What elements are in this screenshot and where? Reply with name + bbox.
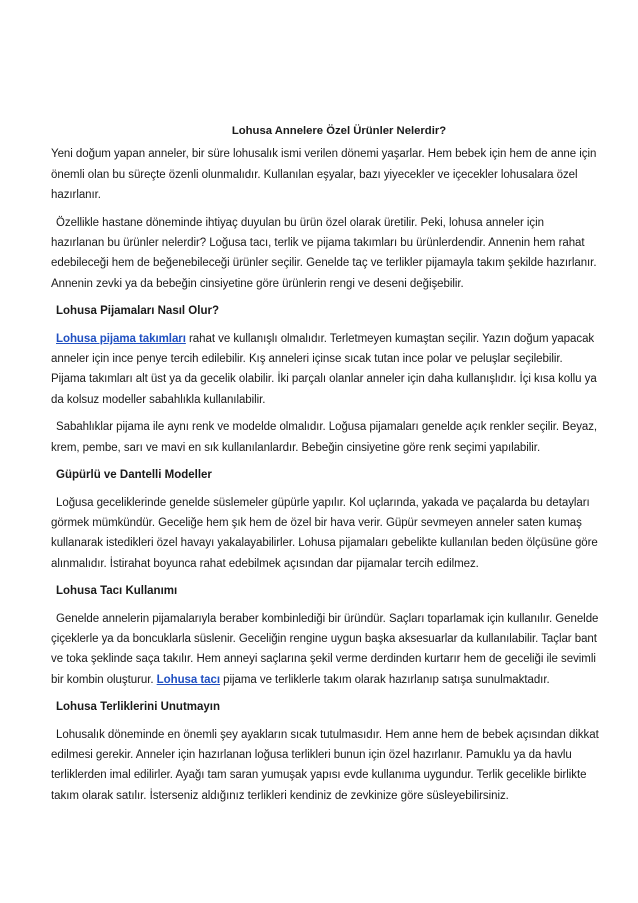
link-lohusa-pijama[interactable]: Lohusa pijama takımları xyxy=(56,332,186,345)
sabahlik-paragraph: Sabahlıklar pijama ile aynı renk ve modelde olmalıdır. Loğusa pijamaları genelde açık renkler seçilir. Beyaz, krem, pembe, sarı ve mavi en sık kullanılanlardır. Bebeğin cinsiyetine göre renk seçimi yapılabilir. xyxy=(51,421,598,454)
heading-pijamalar: Lohusa Pijamaları Nasıl Olur? xyxy=(56,305,219,318)
tac-paragraph xyxy=(51,609,599,691)
products-paragraph: Özellikle hastane döneminde ihtiyaç duyulan bu ürün özel olarak üretilir. Peki, lohusa anneler için hazırlanan bu ürünler nelerdir? Loğusa tacı, terlik ve pijama takımları bu ürünlerdendir. Annenin hem rahat edebileceği hem de beğenebileceği ürünler seçilir. Genelde taç ve terlikler pijamayla takım şekilde hazırlanır. Annenin zevki ya da bebeğin cinsiyetine göre ürünlerin rengi ve deseni değişebilir. xyxy=(51,216,597,290)
pijama-paragraph-text: rahat ve kullanışlı olmalıdır. Terletmeyen kumaştan seçilir. Yazın doğum yapacak anneler için ince penye tercih edilebilir. Kış anneleri içinse sıcak tutan ince polar ve peluşlar seçilebilir. Pijama takımları alt üst ya da gecelik olabilir. İki parçalı olanlar anneler için daha kullanışlıdır. İçi kısa kollu ya da kolsuz modeller sabahlıkla kullanılabilir. xyxy=(51,332,597,406)
link-lohusa-taci[interactable]: Lohusa tacı xyxy=(156,673,220,686)
heading-taci: Lohusa Tacı Kullanımı xyxy=(56,585,178,598)
tac-paragraph-text: Genelde annelerin pijamalarıyla beraber kombinlediği bir üründür. Saçları toparlamak için kullanılır. Genelde çiçeklerle ya da boncuklarla süslenir. Geceliğin rengine uygun başka aksesuarlar da kullanılabilir. Taçlar bant ve toka şeklinde saça takılır. Hem anneyi saçlarına şekil verme derdinden kurtarır hem de geceliği ile sevimli bir kombin oluşturur. xyxy=(51,612,599,686)
intro-paragraph: Yeni doğum yapan anneler, bir süre lohusalık ismi verilen dönemi yaşarlar. Hem bebek için hem de anne için önemli olan bu süreçte özenli olunmalıdır. Kullanılan eşyalar, bazı yiyecekler ve içecekler lohusalara özel hazırlanır. xyxy=(51,148,597,202)
document-title: Lohusa Annelere Özel Ürünler Nelerdir? xyxy=(231,125,447,137)
document-body xyxy=(51,121,599,813)
heading-terlik: Lohusa Terliklerini Unutmayın xyxy=(56,701,221,714)
terlik-paragraph: Lohusalık döneminde en önemli şey ayakların sıcak tutulmasıdır. Hem anne hem de bebek açısından dikkat edilmesi gerekir. Anneler için hazırlanan loğusa terlikleri bunun için özel hazırlanır. Pamuklu ya da havlu terliklerden imal edilirler. Ayağı tam saran yumuşak yapısı evde kullanıma uygundur. Terlik gecelikle birlikte takım olarak satılır. İsterseniz aldığınız terlikleri kendiniz de zevkinize göre süsleyebilirsiniz. xyxy=(51,728,599,802)
tac-paragraph-tail: pijama ve terliklerle takım olarak hazırlanıp satışa sunulmaktadır. xyxy=(220,673,550,686)
gupur-paragraph: Loğusa geceliklerinde genelde süslemeler güpürle yapılır. Kol uçlarında, yakada ve paçalarda bu detayları görmek mümkündür. Geceliğe hem şık hem de özel bir hava verir. Güpür sevmeyen anneler saten kumaş kullanarak istedikleri özel havayı yakalayabilirler. Lohusa pijamaları gebelikte kullanılan beden ölçüsüne göre alınmalıdır. İstirahat boyunca rahat edebilmek açısından dar pijamalar tercih edilmez. xyxy=(51,496,598,570)
heading-gupurlu: Güpürlü ve Dantelli Modeller xyxy=(56,469,212,482)
pijama-paragraph xyxy=(51,329,599,411)
